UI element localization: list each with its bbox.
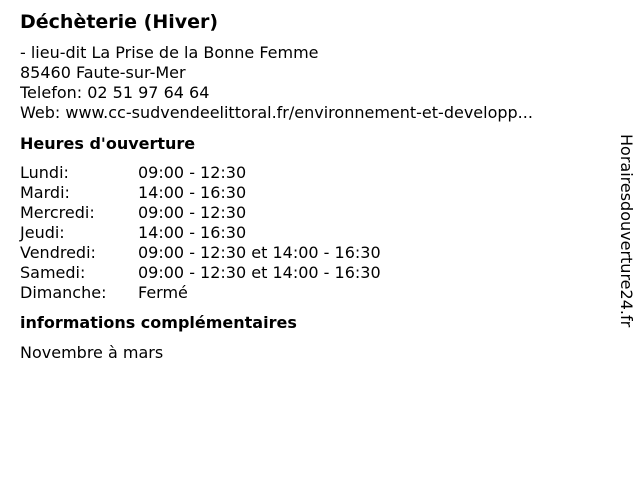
hours-row (20, 243, 600, 263)
day-label: Vendredi: (20, 243, 96, 262)
day-label: Samedi: (20, 263, 86, 282)
hours-row (20, 223, 600, 243)
time-range: 14:00 - 16:30 (138, 183, 247, 202)
hours-row (20, 203, 600, 223)
page-title: Déchèterie (Hiver) (20, 11, 219, 33)
hours-row (20, 183, 600, 203)
time-range: 09:00 - 12:30 (138, 203, 247, 222)
hours-row (20, 263, 600, 283)
address-street: - lieu-dit La Prise de la Bonne Femme (20, 43, 319, 62)
additional-info-heading: informations complémentaires (20, 313, 297, 332)
opening-hours-heading: Heures d'ouverture (20, 134, 196, 153)
hours-row (20, 163, 600, 183)
additional-info-text: Novembre à mars (20, 343, 164, 362)
time-range: 14:00 - 16:30 (138, 223, 247, 242)
phone-line: Telefon: 02 51 97 64 64 (20, 83, 210, 102)
address-block (20, 43, 600, 123)
address-city: 85460 Faute-sur-Mer (20, 63, 186, 82)
day-label: Jeudi: (20, 223, 65, 242)
day-label: Lundi: (20, 163, 69, 182)
day-label: Dimanche: (20, 283, 107, 302)
time-range: 09:00 - 12:30 (138, 163, 247, 182)
day-label: Mercredi: (20, 203, 95, 222)
opening-hours-card (20, 10, 600, 363)
website-line: Web: www.cc-sudvendeelittoral.fr/environnement-et-developp... (20, 103, 533, 122)
site-watermark: Horairesdouverture24.fr (617, 134, 636, 328)
opening-hours-table (20, 163, 600, 303)
time-range: 09:00 - 12:30 et 14:00 - 16:30 (138, 243, 381, 262)
hours-row (20, 283, 600, 303)
time-range: Fermé (138, 283, 188, 302)
day-label: Mardi: (20, 183, 70, 202)
time-range: 09:00 - 12:30 et 14:00 - 16:30 (138, 263, 381, 282)
